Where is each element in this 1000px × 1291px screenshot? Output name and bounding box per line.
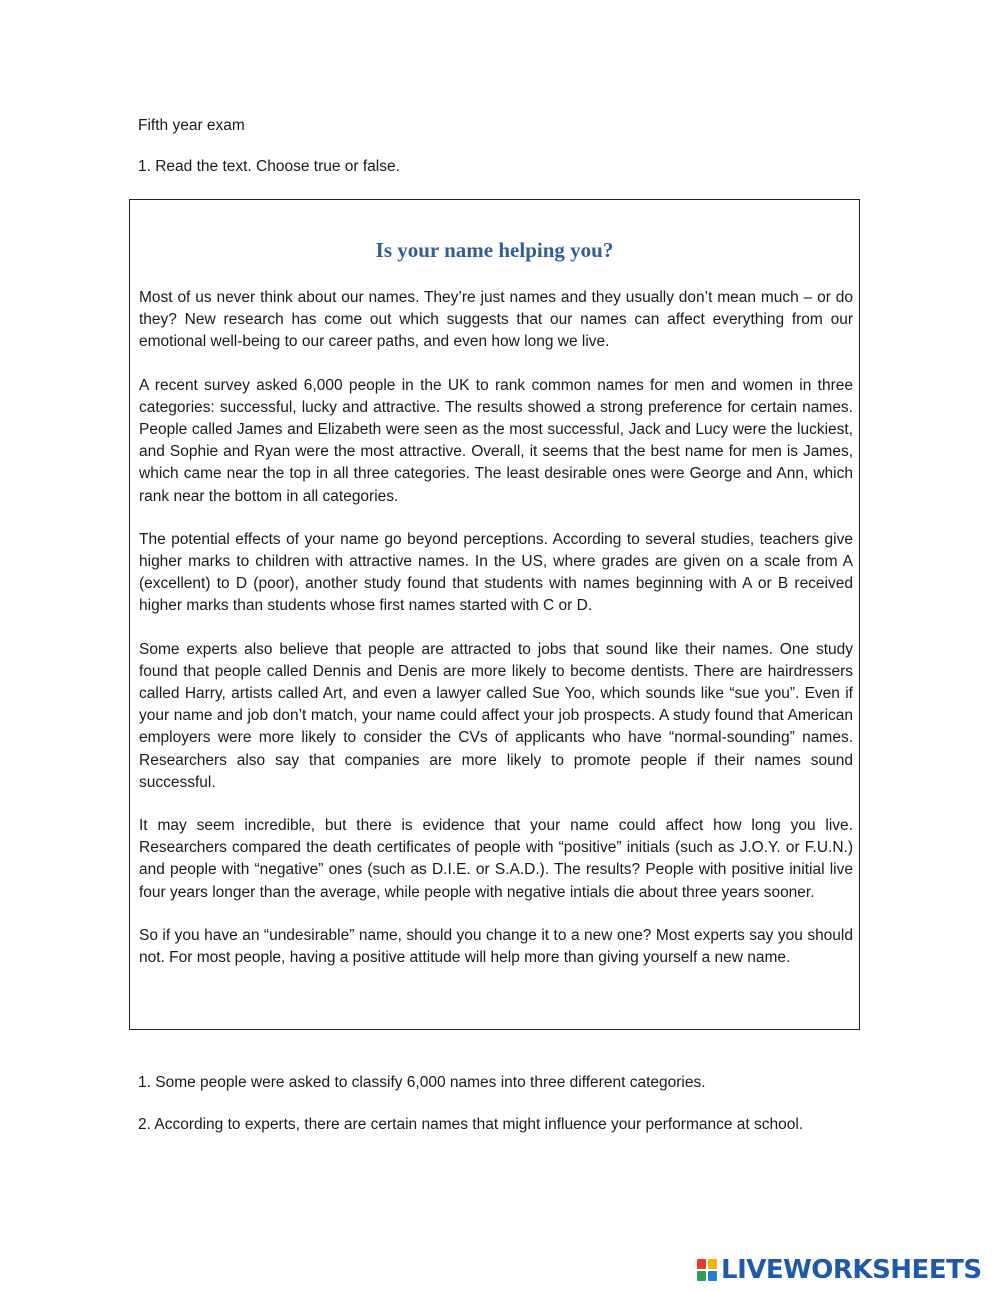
question-1: 1. Some people were asked to classify 6,000 names into three different categories. — [138, 1074, 706, 1091]
exam-title: Fifth year exam — [138, 117, 245, 134]
passage-paragraph: The potential effects of your name go beyond perceptions. According to several studies, teachers give higher marks to children with attractive names. In the US, where grades are given on a scale from A (excellent) to D (poor), another study found that students with names beginning with A or B received higher marks than students whose first names started with C or D. — [139, 530, 853, 615]
instruction-text: 1. Read the text. Choose true or false. — [138, 158, 400, 175]
logo-block — [708, 1271, 717, 1281]
passage-paragraph: Some experts also believe that people are attracted to jobs that sound like their names. One study found that people called Dennis and Denis are more likely to become dentists. There are hairdressers called Harry, artists called Art, and even a lawyer called Sue Yoo, which sounds like “sue you”. Even if your name and job don’t match, your name could affect your job prospects. A study found that American employers were more likely to consider the CVs of applicants who have “normal-sounding” names. Researchers also say that companies are more likely to promote people if their names sound successful. — [139, 640, 853, 791]
passage-paragraph: So if you have an “undesirable” name, should you change it to a new one? Most experts say you should not. For most people, having a positive attitude will help more than giving yourself a new name. — [139, 926, 853, 967]
logo-block — [697, 1271, 706, 1281]
liveworksheets-logo — [697, 1253, 982, 1287]
passage-body — [139, 287, 853, 990]
logo-blocks-icon — [697, 1259, 717, 1281]
passage-title: Is your name helping you? — [375, 238, 614, 262]
question-2: 2. According to experts, there are certain names that might influence your performance at school. — [138, 1116, 804, 1133]
passage-paragraph: It may seem incredible, but there is evidence that your name could affect how long you live. Researchers compared the death certificates of people with “positive” initials (such as J.O.Y. or F.U.N.) and people with “negative” ones (such as D.I.E. or S.A.D.). The results? People with positive initial live four years longer than the average, while people with negative intials die about three years sooner. — [139, 817, 853, 901]
passage-paragraph: A recent survey asked 6,000 people in the UK to rank common names for men and women in three categories: successful, lucky and attractive. The results showed a strong preference for certain names. People called James and Elizabeth were seen as the most successful, Jack and Lucy were the luckiest, and Sophie and Ryan were the most attractive. Overall, it seems that the best name for men is James, which came near the top in all three categories. The least desirable ones were George and Ann, which rank near the bottom in all categories. — [139, 376, 853, 505]
logo-text: LIVEWORKSHEETS — [721, 1255, 982, 1285]
logo-block — [708, 1259, 717, 1269]
passage-paragraph: Most of us never think about our names. They’re just names and they usually don’t mean much – or do they? New research has come out which suggests that our names can affect everything from our emotional well-being to our career paths, and even how long we live. — [139, 289, 853, 351]
logo-block — [697, 1259, 706, 1269]
reading-passage-box — [129, 199, 860, 1030]
